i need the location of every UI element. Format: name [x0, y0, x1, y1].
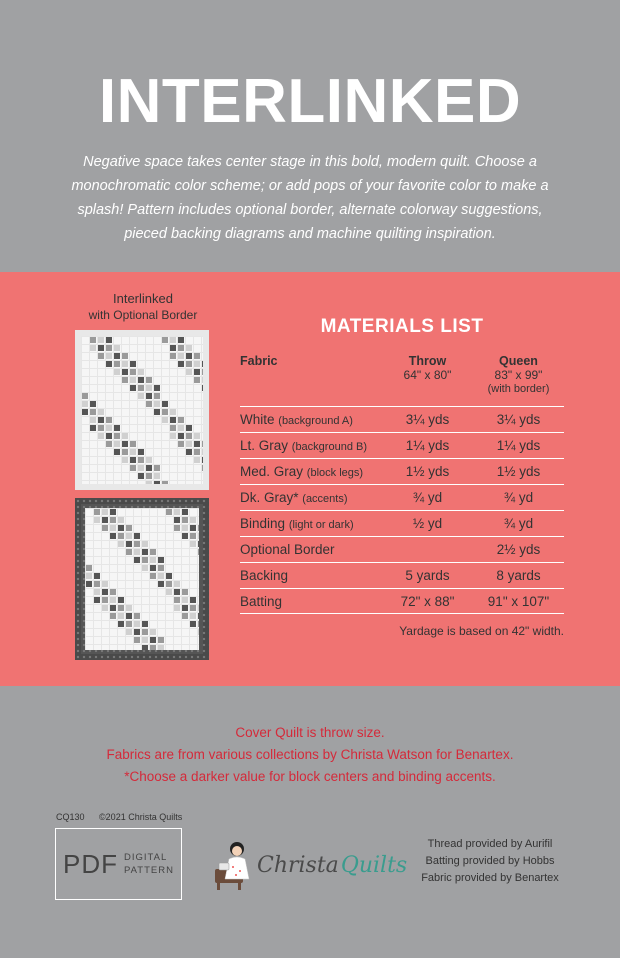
copyright: ©2021 Christa Quilts: [99, 812, 183, 822]
fabric-name: Optional Border: [240, 542, 335, 557]
pattern-code-line: [56, 812, 194, 822]
logo-word-quilts: Quilts: [340, 852, 408, 878]
queen-amount: 8 yards: [496, 568, 541, 583]
christa-quilts-logo: [213, 838, 408, 892]
throw-amount: 72" x 88": [400, 593, 455, 609]
materials-table: [240, 354, 564, 614]
header-throw: Throw 64" x 80": [403, 354, 452, 382]
header-queen: Queen 83" x 99" (with border): [487, 354, 550, 395]
queen-amount: 1½ yds: [496, 464, 541, 479]
quilt-caption-title: Interlinked: [113, 291, 173, 306]
fabric-name: Med. Gray (block legs): [240, 464, 364, 479]
queen-amount: 91" x 107": [487, 593, 550, 609]
credit-line: Fabric provided by Benartex: [421, 872, 559, 884]
quilt-caption-subtitle: with Optional Border: [88, 308, 198, 322]
throw-amount: 1¼ yds: [405, 438, 450, 453]
sewing-girl-icon: [213, 839, 255, 891]
quilt-image-bordered: [75, 498, 209, 660]
materials-row: [240, 432, 564, 458]
logo-word-christa: Christa: [257, 852, 339, 878]
pdf-label: PDF: [63, 848, 119, 879]
credit-line: Batting provided by Hobbs: [425, 855, 555, 867]
queen-amount: 1¼ yds: [496, 438, 541, 453]
materials-row: [240, 588, 564, 614]
throw-amount: 3¼ yds: [405, 412, 450, 427]
fabric-name: Binding (light or dark): [240, 516, 354, 531]
digital-label: DIGITAL: [124, 852, 168, 863]
materials-band: [0, 272, 620, 686]
throw-amount: ¾ yd: [412, 490, 443, 505]
materials-row: [240, 510, 564, 536]
fabric-name: Dk. Gray* (accents): [240, 490, 348, 505]
note-line: *Choose a darker value for block centers and binding accents.: [124, 769, 496, 784]
throw-amount: 5 yards: [405, 568, 450, 583]
throw-amount: 1½ yds: [405, 464, 450, 479]
pattern-code: CQ130: [56, 812, 85, 822]
queen-amount: 2½ yds: [496, 542, 541, 557]
pattern-description: Negative space takes center stage in this bold, modern quilt. Choose a monochromatic color scheme; or add pops of your favorite color to make a splash! Pattern includes optional border, alternate colorway suggestions, pieced backing diagrams and machine quilting inspiration.: [71, 154, 549, 242]
fabric-name: Batting: [240, 593, 283, 609]
quilt-image-light: [75, 330, 209, 490]
fabric-name: Backing: [240, 568, 289, 583]
queen-amount: ¾ yd: [503, 516, 534, 531]
materials-row: [240, 536, 564, 562]
queen-amount: ¾ yd: [503, 490, 534, 505]
materials-row: [240, 406, 564, 432]
pattern-notes: [0, 722, 620, 788]
credit-line: Thread provided by Aurifil: [427, 838, 553, 850]
fabric-name: White (background A): [240, 412, 353, 427]
pattern-title: INTERLINKED: [98, 67, 522, 136]
header-fabric: Fabric: [240, 354, 278, 368]
materials-row: [240, 484, 564, 510]
materials-row: [240, 562, 564, 588]
fabric-name: Lt. Gray (background B): [240, 438, 367, 453]
yardage-footnote: Yardage is based on 42" width.: [399, 624, 564, 638]
materials-title: MATERIALS LIST: [320, 316, 484, 337]
note-line: Fabrics are from various collections by Christa Watson for Benartex.: [106, 747, 514, 762]
pattern-label: PATTERN: [124, 865, 174, 876]
materials-table-header: [240, 354, 564, 406]
throw-amount: ½ yd: [412, 516, 443, 531]
queen-amount: 3¼ yds: [496, 412, 541, 427]
pdf-digital-pattern-badge: [55, 828, 182, 900]
sponsor-credits: [405, 836, 575, 887]
note-line: Cover Quilt is throw size.: [235, 725, 385, 740]
materials-row: [240, 458, 564, 484]
quilt-caption: [72, 291, 214, 322]
